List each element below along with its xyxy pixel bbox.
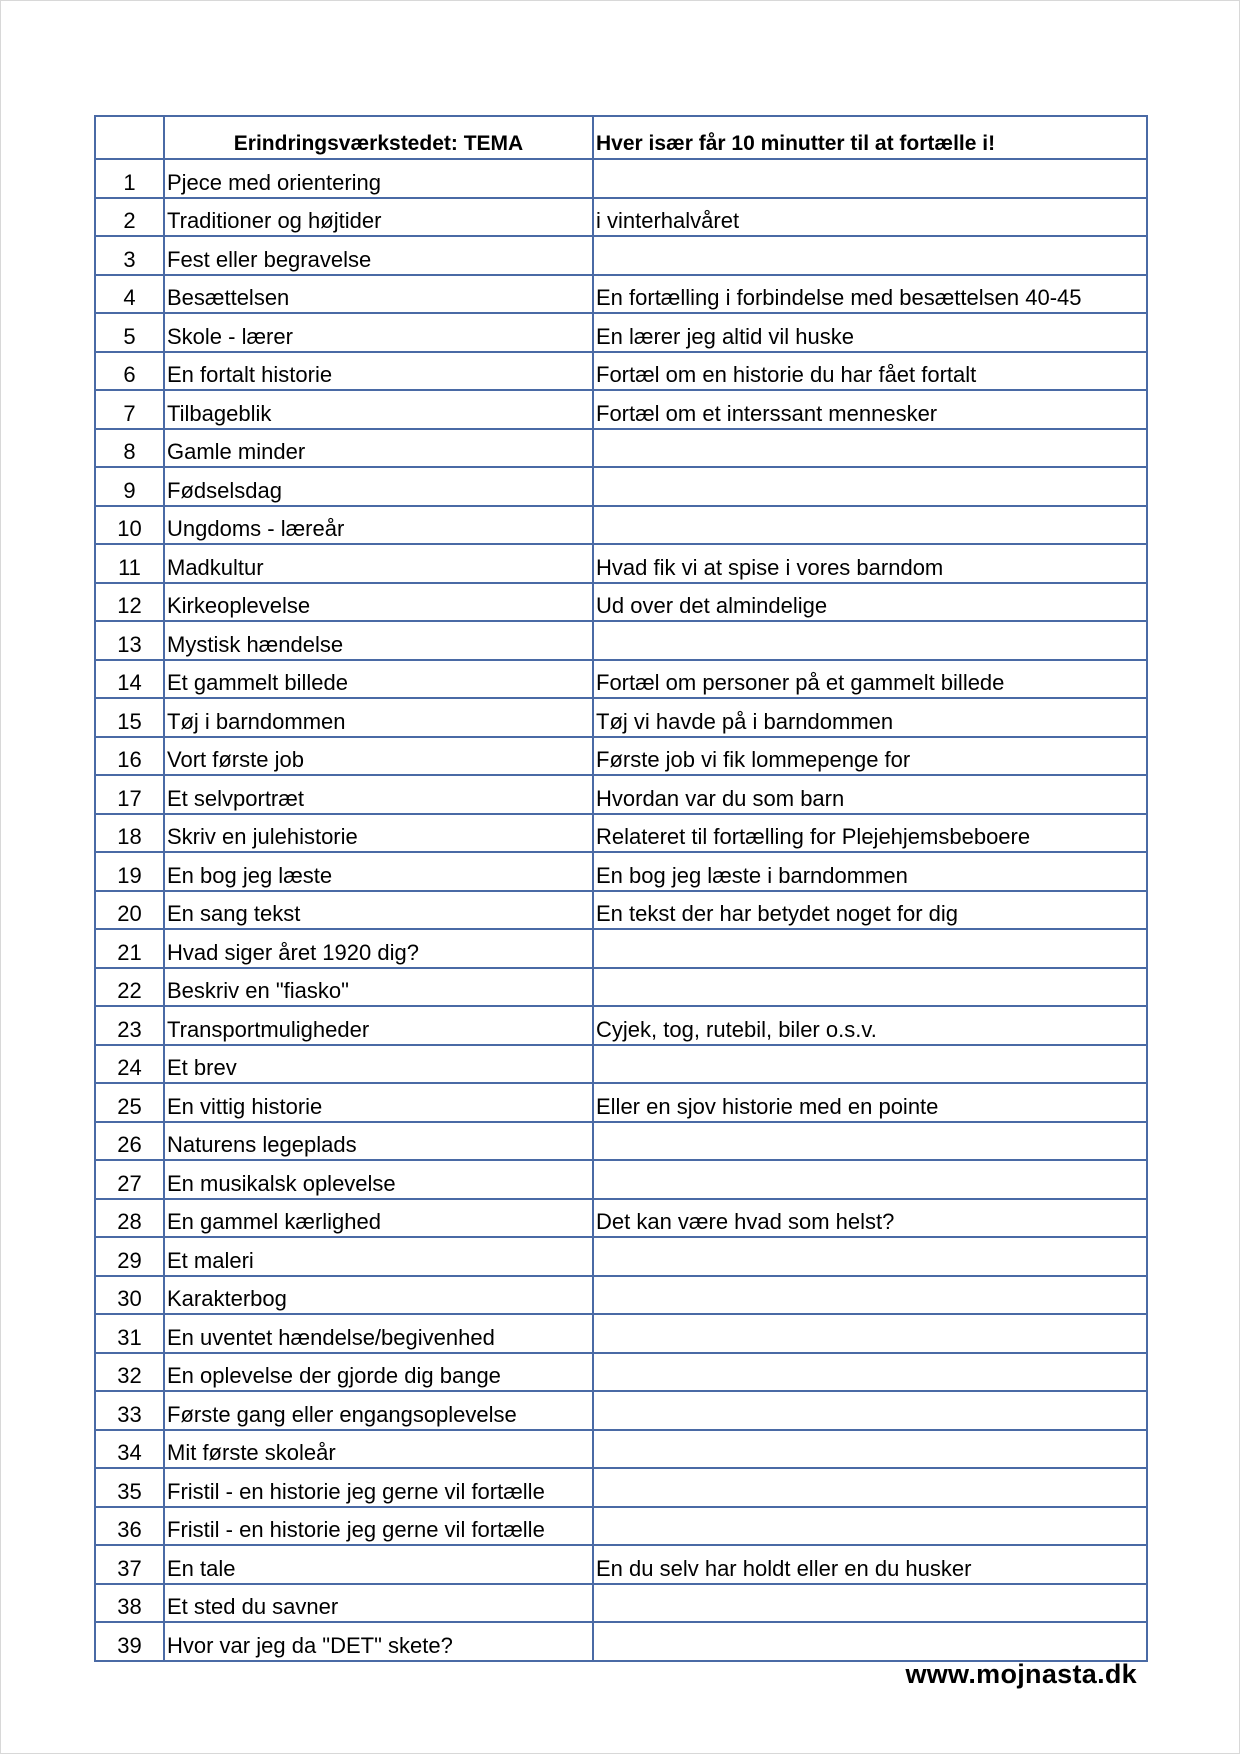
theme-table	[94, 115, 1148, 1662]
row-number-cell: 18	[95, 814, 164, 853]
row-description-cell	[593, 1160, 1147, 1199]
table-row	[95, 1276, 1147, 1315]
row-description-cell	[593, 968, 1147, 1007]
row-theme-cell: Et maleri	[164, 1237, 593, 1276]
row-description-cell	[593, 1353, 1147, 1392]
row-description-cell	[593, 1507, 1147, 1546]
row-description-cell	[593, 1622, 1147, 1661]
row-number-cell: 22	[95, 968, 164, 1007]
row-number-cell: 20	[95, 891, 164, 930]
table-row	[95, 313, 1147, 352]
row-number-cell: 19	[95, 852, 164, 891]
table-row	[95, 1391, 1147, 1430]
row-description-cell	[593, 159, 1147, 198]
table-row	[95, 1584, 1147, 1623]
row-description-cell	[593, 621, 1147, 660]
row-number-cell: 16	[95, 737, 164, 776]
row-theme-cell: Et selvportræt	[164, 775, 593, 814]
row-theme-cell: En tale	[164, 1545, 593, 1584]
header-number-cell	[95, 116, 164, 159]
row-theme-cell: Et sted du savner	[164, 1584, 593, 1623]
row-number-cell: 37	[95, 1545, 164, 1584]
row-theme-cell: En vittig historie	[164, 1083, 593, 1122]
row-description-cell: En fortælling i forbindelse med besættelsen 40-45	[593, 275, 1147, 314]
row-description-cell: En lærer jeg altid vil huske	[593, 313, 1147, 352]
row-description-cell: Relateret til fortælling for Plejehjemsbeboere	[593, 814, 1147, 853]
table-row	[95, 1199, 1147, 1238]
row-description-cell: Eller en sjov historie med en pointe	[593, 1083, 1147, 1122]
row-number-cell: 1	[95, 159, 164, 198]
website-url: www.mojnasta.dk	[905, 1659, 1137, 1689]
table-row	[95, 275, 1147, 314]
table-row	[95, 1122, 1147, 1161]
row-number-cell: 10	[95, 506, 164, 545]
table-row	[95, 1006, 1147, 1045]
row-description-cell: i vinterhalvåret	[593, 198, 1147, 237]
table-row	[95, 1160, 1147, 1199]
row-description-cell: Det kan være hvad som helst?	[593, 1199, 1147, 1238]
table-row	[95, 583, 1147, 622]
row-number-cell: 17	[95, 775, 164, 814]
table-row	[95, 1430, 1147, 1469]
row-number-cell: 34	[95, 1430, 164, 1469]
row-number-cell: 27	[95, 1160, 164, 1199]
row-theme-cell: Fest eller begravelse	[164, 236, 593, 275]
table-row	[95, 698, 1147, 737]
row-description-cell: Fortæl om en historie du har fået fortalt	[593, 352, 1147, 391]
row-theme-cell: Ungdoms - læreår	[164, 506, 593, 545]
row-description-cell	[593, 1430, 1147, 1469]
table-row	[95, 891, 1147, 930]
row-theme-cell: En uventet hændelse/begivenhed	[164, 1314, 593, 1353]
table-row	[95, 929, 1147, 968]
row-theme-cell: En bog jeg læste	[164, 852, 593, 891]
row-number-cell: 4	[95, 275, 164, 314]
table-row	[95, 1083, 1147, 1122]
table-row	[95, 968, 1147, 1007]
table-row	[95, 621, 1147, 660]
row-number-cell: 26	[95, 1122, 164, 1161]
row-description-cell: Cyjek, tog, rutebil, biler o.s.v.	[593, 1006, 1147, 1045]
row-description-cell	[593, 1122, 1147, 1161]
row-number-cell: 2	[95, 198, 164, 237]
table-row	[95, 1237, 1147, 1276]
table-row	[95, 544, 1147, 583]
row-theme-cell: Besættelsen	[164, 275, 593, 314]
row-number-cell: 21	[95, 929, 164, 968]
row-theme-cell: Naturens legeplads	[164, 1122, 593, 1161]
row-description-cell: Tøj vi havde på i barndommen	[593, 698, 1147, 737]
row-theme-cell: Karakterbog	[164, 1276, 593, 1315]
table-row	[95, 390, 1147, 429]
row-description-cell	[593, 1045, 1147, 1084]
row-theme-cell: Første gang eller engangsoplevelse	[164, 1391, 593, 1430]
row-theme-cell: Pjece med orientering	[164, 159, 593, 198]
row-number-cell: 25	[95, 1083, 164, 1122]
row-theme-cell: En oplevelse der gjorde dig bange	[164, 1353, 593, 1392]
row-number-cell: 36	[95, 1507, 164, 1546]
row-theme-cell: Fødselsdag	[164, 467, 593, 506]
table-header-row	[95, 116, 1147, 159]
table-row	[95, 737, 1147, 776]
row-theme-cell: Tilbageblik	[164, 390, 593, 429]
table-row	[95, 1353, 1147, 1392]
row-theme-cell: Fristil - en historie jeg gerne vil fortælle	[164, 1468, 593, 1507]
row-number-cell: 32	[95, 1353, 164, 1392]
row-theme-cell: Skriv en julehistorie	[164, 814, 593, 853]
row-number-cell: 29	[95, 1237, 164, 1276]
row-number-cell: 14	[95, 660, 164, 699]
table-row	[95, 506, 1147, 545]
row-description-cell	[593, 1584, 1147, 1623]
table-row	[95, 198, 1147, 237]
table-row	[95, 1468, 1147, 1507]
row-theme-cell: Transportmuligheder	[164, 1006, 593, 1045]
row-description-cell	[593, 236, 1147, 275]
row-description-cell	[593, 506, 1147, 545]
row-theme-cell: Madkultur	[164, 544, 593, 583]
table-row	[95, 1045, 1147, 1084]
row-theme-cell: Hvad siger året 1920 dig?	[164, 929, 593, 968]
table-row	[95, 429, 1147, 468]
row-theme-cell: En fortalt historie	[164, 352, 593, 391]
row-number-cell: 5	[95, 313, 164, 352]
row-number-cell: 30	[95, 1276, 164, 1315]
row-number-cell: 24	[95, 1045, 164, 1084]
row-theme-cell: Traditioner og højtider	[164, 198, 593, 237]
row-theme-cell: Mystisk hændelse	[164, 621, 593, 660]
row-number-cell: 11	[95, 544, 164, 583]
row-description-cell	[593, 929, 1147, 968]
row-theme-cell: Vort første job	[164, 737, 593, 776]
row-number-cell: 28	[95, 1199, 164, 1238]
row-description-cell: Fortæl om personer på et gammelt billede	[593, 660, 1147, 699]
row-theme-cell: Et brev	[164, 1045, 593, 1084]
row-description-cell: Hvad fik vi at spise i vores barndom	[593, 544, 1147, 583]
row-theme-cell: Kirkeoplevelse	[164, 583, 593, 622]
row-description-cell: Første job vi fik lommepenge for	[593, 737, 1147, 776]
row-number-cell: 7	[95, 390, 164, 429]
table-row	[95, 467, 1147, 506]
row-theme-cell: Fristil - en historie jeg gerne vil fortælle	[164, 1507, 593, 1546]
table-row	[95, 1314, 1147, 1353]
row-number-cell: 31	[95, 1314, 164, 1353]
row-description-cell	[593, 429, 1147, 468]
row-description-cell	[593, 1276, 1147, 1315]
row-theme-cell: Hvor var jeg da "DET" skete?	[164, 1622, 593, 1661]
table-row	[95, 1507, 1147, 1546]
row-theme-cell: En sang tekst	[164, 891, 593, 930]
row-theme-cell: En gammel kærlighed	[164, 1199, 593, 1238]
row-theme-cell: Tøj i barndommen	[164, 698, 593, 737]
row-theme-cell: Gamle minder	[164, 429, 593, 468]
row-number-cell: 38	[95, 1584, 164, 1623]
table-row	[95, 814, 1147, 853]
row-number-cell: 8	[95, 429, 164, 468]
table-row	[95, 775, 1147, 814]
header-description-cell: Hver især får 10 minutter til at fortælle i!	[593, 116, 1147, 159]
row-description-cell: En du selv har holdt eller en du husker	[593, 1545, 1147, 1584]
row-number-cell: 35	[95, 1468, 164, 1507]
row-description-cell	[593, 1237, 1147, 1276]
table-row	[95, 1545, 1147, 1584]
row-description-cell: En bog jeg læste i barndommen	[593, 852, 1147, 891]
table-row	[95, 236, 1147, 275]
table-row	[95, 660, 1147, 699]
row-description-cell	[593, 1314, 1147, 1353]
row-description-cell	[593, 1468, 1147, 1507]
row-number-cell: 33	[95, 1391, 164, 1430]
header-theme-cell: Erindringsværkstedet: TEMA	[164, 116, 593, 159]
table-row	[95, 159, 1147, 198]
row-description-cell	[593, 467, 1147, 506]
row-theme-cell: En musikalsk oplevelse	[164, 1160, 593, 1199]
row-number-cell: 9	[95, 467, 164, 506]
row-theme-cell: Mit første skoleår	[164, 1430, 593, 1469]
row-number-cell: 23	[95, 1006, 164, 1045]
row-description-cell: Ud over det almindelige	[593, 583, 1147, 622]
row-theme-cell: Et gammelt billede	[164, 660, 593, 699]
row-number-cell: 3	[95, 236, 164, 275]
row-number-cell: 15	[95, 698, 164, 737]
row-description-cell: Fortæl om et interssant mennesker	[593, 390, 1147, 429]
row-description-cell	[593, 1391, 1147, 1430]
row-theme-cell: Skole - lærer	[164, 313, 593, 352]
table-row	[95, 852, 1147, 891]
row-description-cell: En tekst der har betydet noget for dig	[593, 891, 1147, 930]
table-row	[95, 352, 1147, 391]
row-number-cell: 12	[95, 583, 164, 622]
row-number-cell: 13	[95, 621, 164, 660]
table-row	[95, 1622, 1147, 1661]
row-theme-cell: Beskriv en "fiasko"	[164, 968, 593, 1007]
row-description-cell: Hvordan var du som barn	[593, 775, 1147, 814]
row-number-cell: 6	[95, 352, 164, 391]
row-number-cell: 39	[95, 1622, 164, 1661]
